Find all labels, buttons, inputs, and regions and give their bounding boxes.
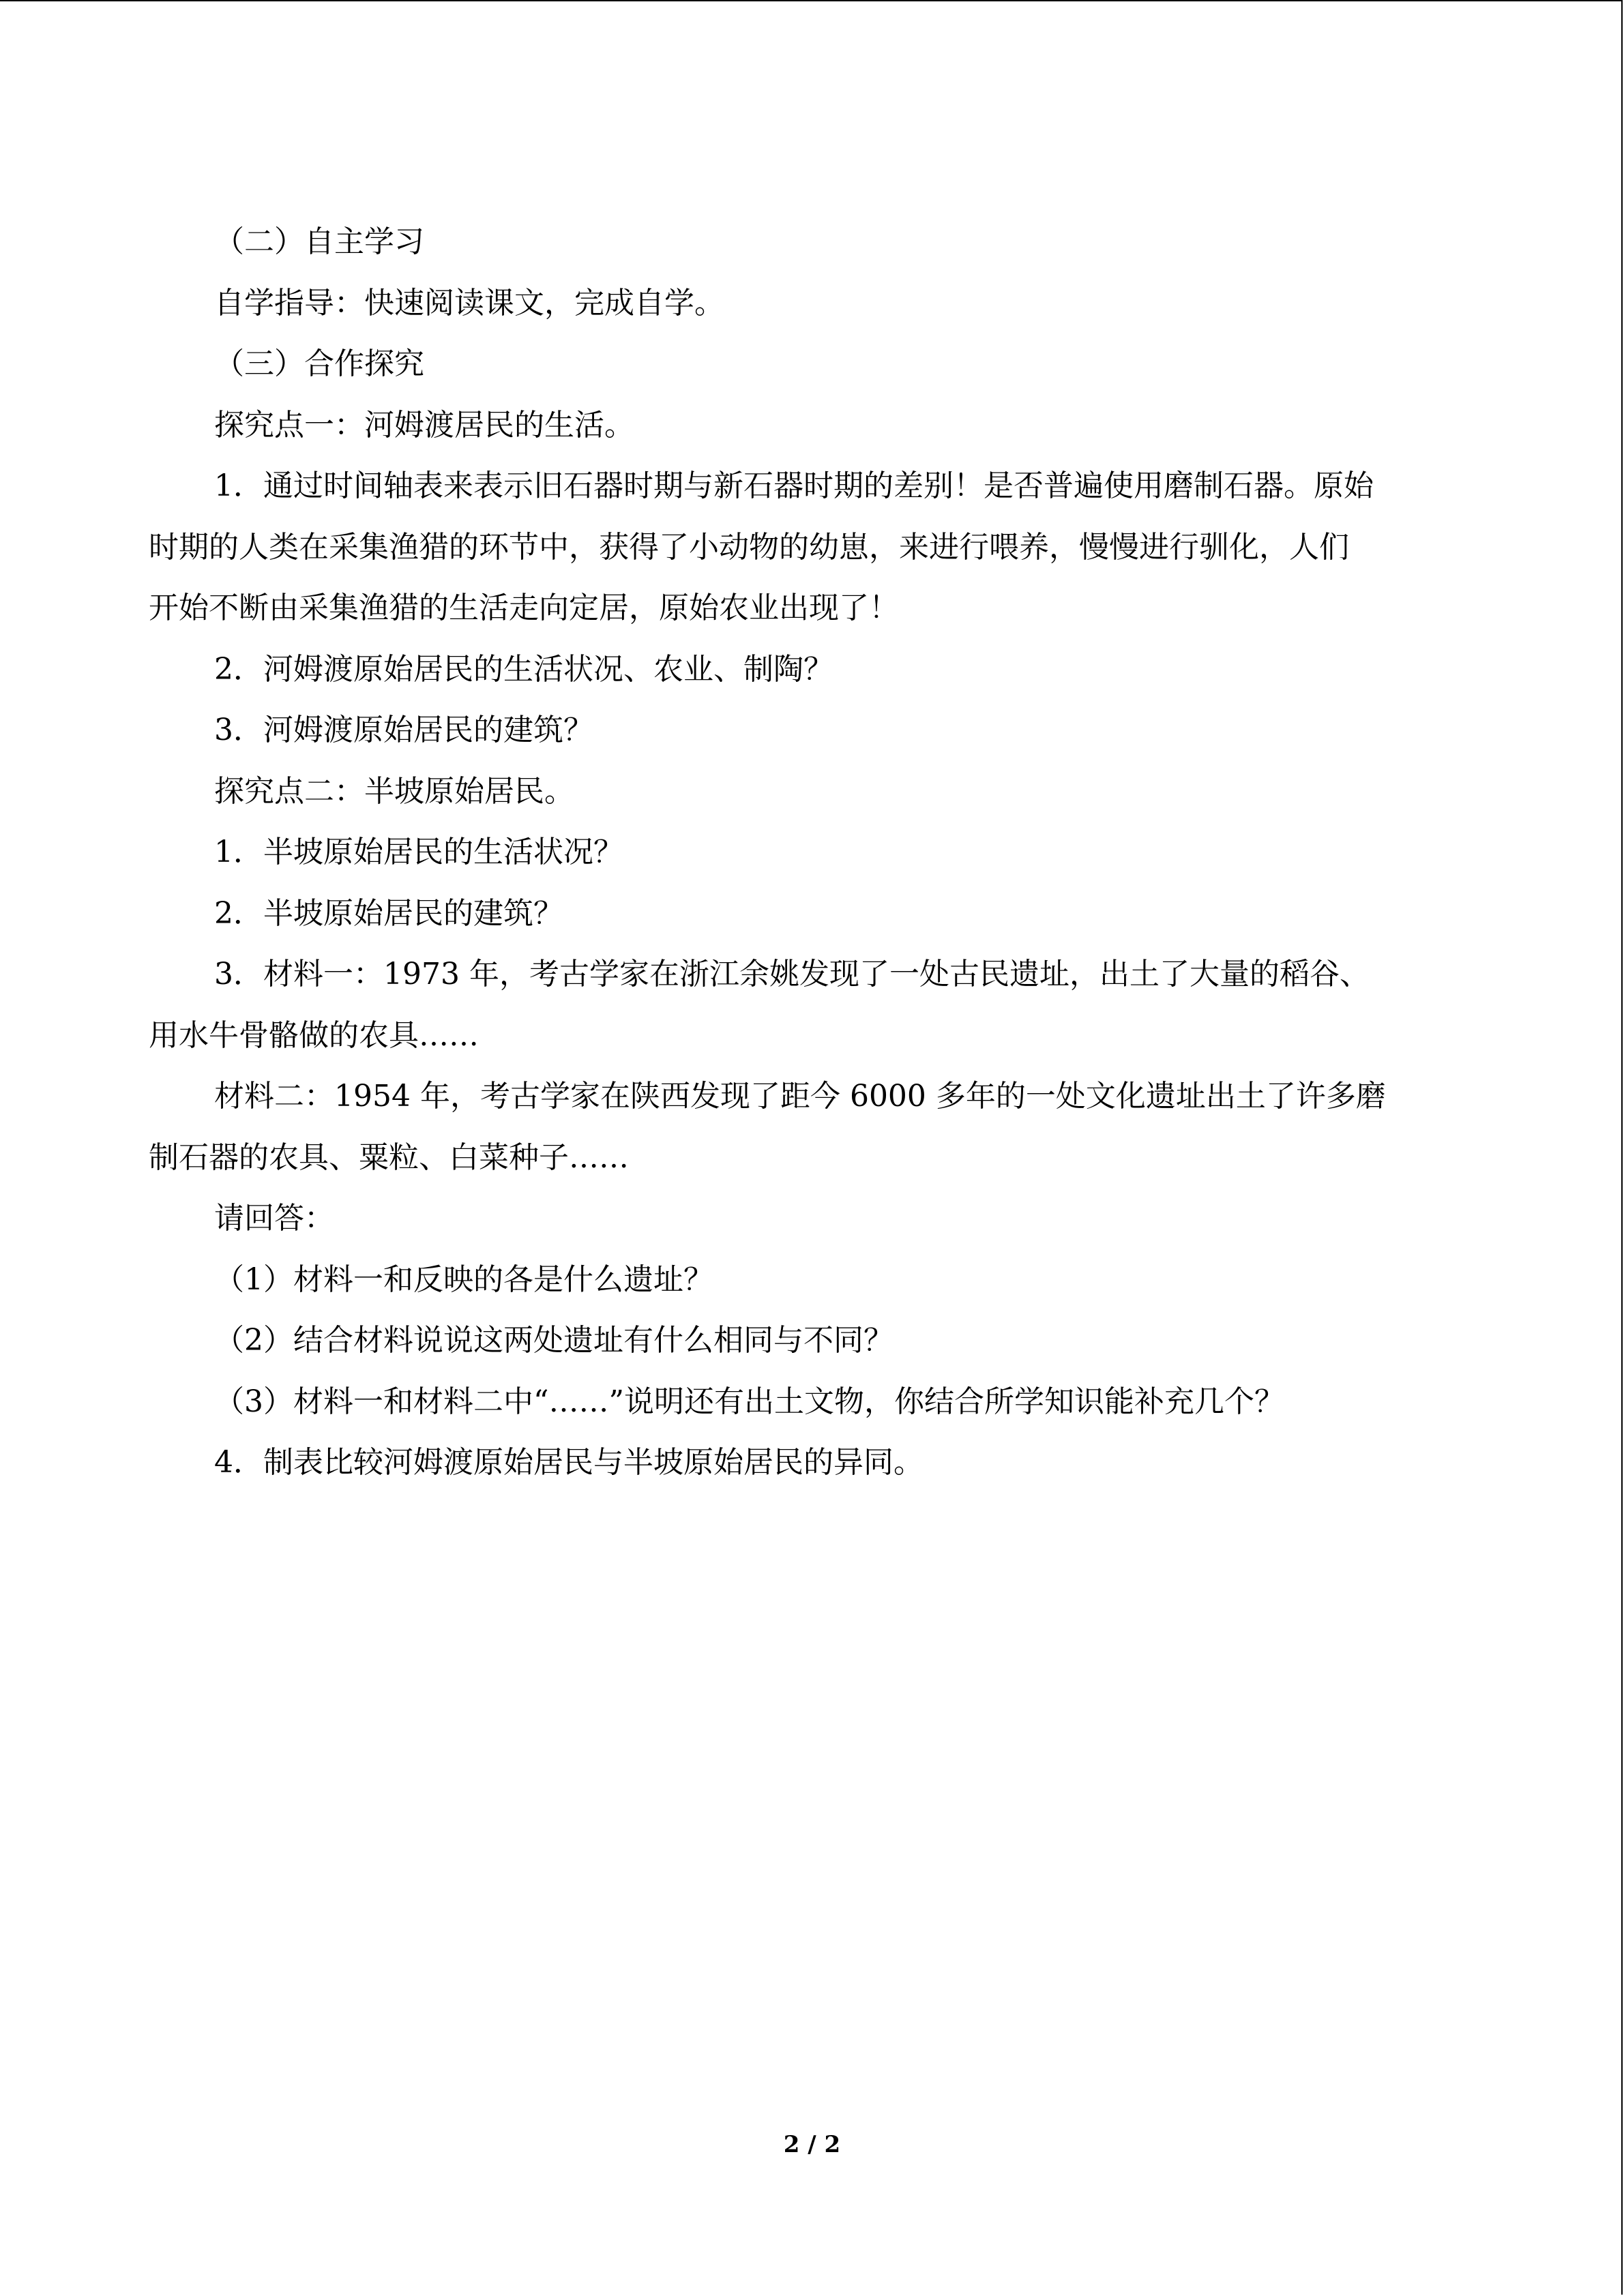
sub-question-item: （2）结合材料说说这两处遗址有什么相同与不同？ bbox=[214, 1323, 894, 1358]
inquiry-point-one-heading: 探究点一：河姆渡居民的生活。 bbox=[214, 407, 634, 443]
inquiry-point-two-heading: 探究点二：半坡原始居民。 bbox=[214, 773, 574, 809]
material-two-line: 材料二：1954 年，考古学家在陕西发现了距今 6000 多年的一处文化遗址出土了许多磨 bbox=[214, 1079, 1386, 1114]
material-two-line: 制石器的农具、粟粒、白菜种子…… bbox=[149, 1139, 629, 1175]
answer-prompt: 请回答： bbox=[214, 1201, 334, 1236]
sub-question-item: （1）材料一和反映的各是什么遗址？ bbox=[214, 1262, 713, 1297]
question-item: 2．河姆渡原始居民的生活状况、农业、制陶？ bbox=[214, 651, 833, 687]
question-item: 1．半坡原始居民的生活状况？ bbox=[214, 835, 623, 869]
paragraph-line: 1．通过时间轴表来表示旧石器时期与新石器时期的差别！是否普遍使用磨制石器。原始 bbox=[214, 468, 1374, 503]
section-heading-self-study: （二）自主学习 bbox=[214, 224, 424, 259]
section-heading-cooperative-inquiry: （三）合作探究 bbox=[214, 346, 424, 381]
page-number: 2 / 2 bbox=[783, 2131, 841, 2158]
material-one-line: 用水牛骨骼做的农具…… bbox=[149, 1017, 479, 1053]
paragraph-line: 时期的人类在采集渔猎的环节中，获得了小动物的幼崽，来进行喂养，慢慢进行驯化，人们 bbox=[149, 529, 1349, 565]
material-one-line: 3．材料一：1973 年，考古学家在浙江余姚发现了一处古民遗址，出土了大量的稻谷、 bbox=[214, 957, 1370, 992]
paragraph-line: 开始不断由采集渔猎的生活走向定居，原始农业出现了！ bbox=[149, 591, 899, 625]
self-study-guide: 自学指导：快速阅读课文，完成自学。 bbox=[214, 285, 724, 320]
question-item: 2．半坡原始居民的建筑？ bbox=[214, 895, 563, 931]
document-body bbox=[149, 211, 1475, 1493]
question-item: 4．制表比较河姆渡原始居民与半坡原始居民的异同。 bbox=[214, 1445, 924, 1480]
question-item: 3．河姆渡原始居民的建筑？ bbox=[214, 713, 593, 747]
sub-question-item: （3）材料一和材料二中“……”说明还有出土文物，你结合所学知识能补充几个？ bbox=[214, 1384, 1284, 1419]
